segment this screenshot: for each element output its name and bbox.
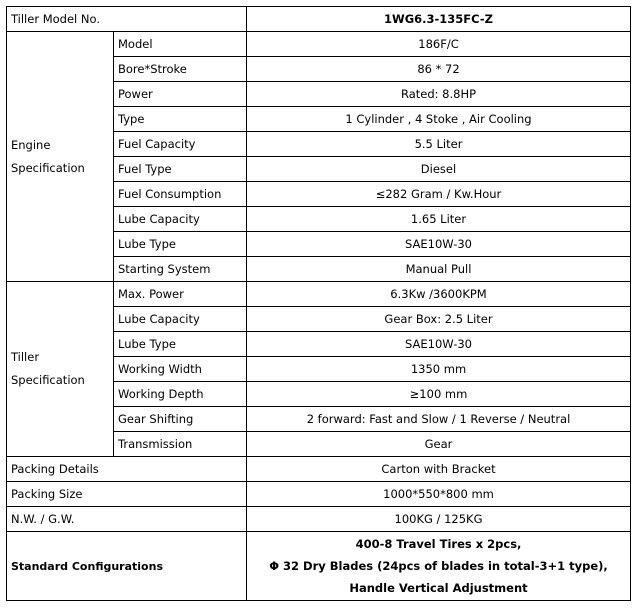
standard-config-line: Handle Vertical Adjustment xyxy=(349,581,528,595)
row-label: Lube Type xyxy=(114,332,247,357)
table-row-header xyxy=(7,7,631,32)
model-no-label: Tiller Model No. xyxy=(7,7,247,32)
row-value: 1 Cylinder , 4 Stoke , Air Cooling xyxy=(247,107,631,132)
table-row xyxy=(7,32,631,57)
row-value: Manual Pull xyxy=(247,257,631,282)
row-value: Gear Box: 2.5 Liter xyxy=(247,307,631,332)
table-row xyxy=(7,457,631,482)
row-label: Fuel Consumption xyxy=(114,182,247,207)
row-label: Model xyxy=(114,32,247,57)
row-label: Type xyxy=(114,107,247,132)
row-label: Fuel Type xyxy=(114,157,247,182)
spec-table xyxy=(6,6,631,601)
table-row xyxy=(7,507,631,532)
row-value: 5.5 Liter xyxy=(247,132,631,157)
row-value: 186F/C xyxy=(247,32,631,57)
row-value: 100KG / 125KG xyxy=(247,507,631,532)
row-value: Gear xyxy=(247,432,631,457)
row-label: Power xyxy=(114,82,247,107)
standard-config-line: Φ 32 Dry Blades (24pcs of blades in total-3+1 type), xyxy=(269,559,608,573)
row-value: 1.65 Liter xyxy=(247,207,631,232)
table-row xyxy=(7,482,631,507)
row-label: Packing Size xyxy=(7,482,247,507)
standard-config-line: 400-8 Travel Tires x 2pcs, xyxy=(355,537,522,551)
row-value: SAE10W-30 xyxy=(247,232,631,257)
row-label: Transmission xyxy=(114,432,247,457)
group-label-line: Tiller xyxy=(11,350,40,364)
row-value: 2 forward: Fast and Slow / 1 Reverse / Neutral xyxy=(247,407,631,432)
row-label: Packing Details xyxy=(7,457,247,482)
row-label: Max. Power xyxy=(114,282,247,307)
row-label: N.W. / G.W. xyxy=(7,507,247,532)
table-row-standard xyxy=(7,532,631,601)
row-value: ≤282 Gram / Kw.Hour xyxy=(247,182,631,207)
row-value: 1350 mm xyxy=(247,357,631,382)
row-value: 1000*550*800 mm xyxy=(247,482,631,507)
standard-config-label: Standard Configurations xyxy=(7,532,247,601)
row-label: Starting System xyxy=(114,257,247,282)
standard-config-values xyxy=(247,532,631,601)
row-value: Carton with Bracket xyxy=(247,457,631,482)
row-value: Diesel xyxy=(247,157,631,182)
row-value: 86 * 72 xyxy=(247,57,631,82)
row-value: 6.3Kw /3600KPM xyxy=(247,282,631,307)
engine-spec-group-label xyxy=(7,32,114,282)
row-label: Fuel Capacity xyxy=(114,132,247,157)
row-label: Gear Shifting xyxy=(114,407,247,432)
row-label: Working Width xyxy=(114,357,247,382)
row-value: SAE10W-30 xyxy=(247,332,631,357)
row-label: Lube Type xyxy=(114,232,247,257)
model-no-value: 1WG6.3-135FC-Z xyxy=(247,7,631,32)
group-label-line: Specification xyxy=(11,160,85,175)
row-label: Bore*Stroke xyxy=(114,57,247,82)
tiller-spec-group-label xyxy=(7,282,114,457)
group-label-line: Specification xyxy=(11,373,85,387)
row-label: Lube Capacity xyxy=(114,307,247,332)
table-row xyxy=(7,282,631,307)
row-label: Working Depth xyxy=(114,382,247,407)
row-value: Rated: 8.8HP xyxy=(247,82,631,107)
row-value: ≥100 mm xyxy=(247,382,631,407)
row-label: Lube Capacity xyxy=(114,207,247,232)
group-label-line: Engine xyxy=(11,137,51,152)
